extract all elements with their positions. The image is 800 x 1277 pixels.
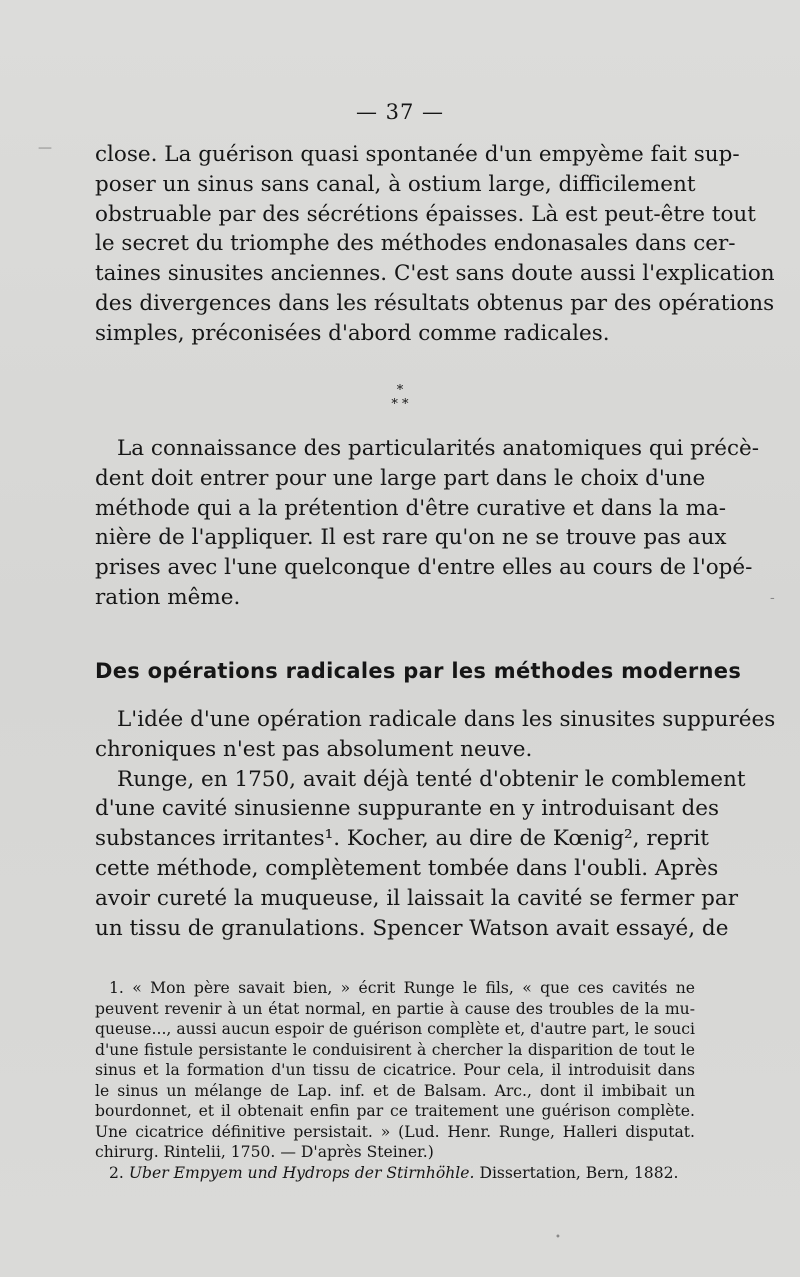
footnote-line: chirurg. Rintelii, 1750. — D'après Steiner.): [95, 1143, 434, 1161]
text-line: méthode qui a la prétention d'être curative et dans la ma-: [95, 495, 727, 521]
text-line: close. La guérison quasi spontanée d'un empyème fait sup-: [95, 142, 740, 167]
paragraph-2: [95, 434, 759, 613]
text-line: La connaissance des particularités anatomiques qui précè-: [117, 436, 759, 461]
text-line: simples, préconisées d'abord comme radicales.: [95, 320, 610, 346]
text-line: poser un sinus sans canal, à ostium large, difficilement: [95, 171, 696, 197]
asterism-bottom: * *: [391, 397, 409, 412]
footnote-2-title: Uber Empyem und Hydrops der Stirnhöhle.: [128, 1163, 475, 1182]
text-line: dent doit entrer pour une large part dans le choix d'une: [95, 465, 706, 491]
footnote-2-rest: Dissertation, Bern, 1882.: [479, 1163, 679, 1182]
text-line: L'idée d'une opération radicale dans les sinusites suppurées: [117, 707, 776, 732]
paragraph-3: [95, 705, 776, 943]
text-line: avoir cureté la muqueuse, il laissait la cavité se fermer par: [95, 885, 738, 911]
asterism-separator: [0, 384, 800, 412]
margin-mark: —: [38, 140, 52, 156]
text-line: d'une cavité sinusienne suppurante en y introduisant des: [95, 796, 720, 822]
text-line: substances irritantes¹. Kocher, au dire de Kœnig², reprit: [95, 826, 709, 852]
page-number: — 37 —: [355, 100, 445, 124]
footnote-line: bourdonnet, et il obtenait enfin par ce traitement une guérison complète.: [95, 1102, 695, 1120]
footnote-line: 1. « Mon père savait bien, » écrit Runge le fils, « que ces cavités ne: [109, 979, 695, 997]
text-line: le secret du triomphe des méthodes endonasales dans cer-: [95, 231, 736, 257]
asterism-top: *: [396, 383, 404, 398]
text-line: prises avec l'une quelconque d'entre elles au cours de l'opé-: [95, 555, 753, 581]
text-line: des divergences dans les résultats obtenus par des opérations: [95, 290, 775, 316]
footnote-line: Une cicatrice définitive persistait. » (Lud. Henr. Runge, Halleri disputat.: [95, 1122, 695, 1141]
footnote-2-number: 2.: [109, 1163, 124, 1182]
footnote-line: le sinus un mélange de Lap. inf. et de Balsam. Arc., dont il imbibait un: [95, 1081, 695, 1100]
text-line: un tissu de granulations. Spencer Watson avait essayé, de: [95, 915, 729, 941]
text-line: obstruable par des sécrétions épaisses. Là est peut-être tout: [95, 201, 756, 227]
text-line: cette méthode, complètement tombée dans l'oubli. Après: [95, 855, 719, 881]
margin-mark: •: [555, 1232, 561, 1243]
text-line: ration même.: [95, 584, 241, 610]
footnote-line: queuse..., aussi aucun espoir de guérison complète et, d'autre part, le souci: [95, 1020, 695, 1038]
text-line: chroniques n'est pas absolument neuve.: [95, 736, 533, 762]
paragraph-1: [95, 140, 775, 349]
footnote-2: [95, 1163, 695, 1184]
footnotes: [95, 978, 695, 1183]
footnote-line: sinus et la formation d'un tissu de cicatrice. Pour cela, il introduisit dans: [95, 1061, 695, 1079]
text-line: taines sinusites anciennes. C'est sans doute aussi l'explication: [95, 261, 775, 287]
text-line: Runge, en 1750, avait déjà tenté d'obtenir le comblement: [117, 766, 746, 792]
margin-mark: -: [770, 590, 775, 606]
text-line: nière de l'appliquer. Il est rare qu'on ne se trouve pas aux: [95, 525, 727, 551]
footnote-line: peuvent revenir à un état normal, en partie à cause des troubles de la mu-: [95, 999, 695, 1018]
footnote-line: d'une fistule persistante le conduisirent à chercher la disparition de tout le: [95, 1040, 695, 1059]
section-heading: Des opérations radicales par les méthodes modernes: [95, 659, 742, 683]
